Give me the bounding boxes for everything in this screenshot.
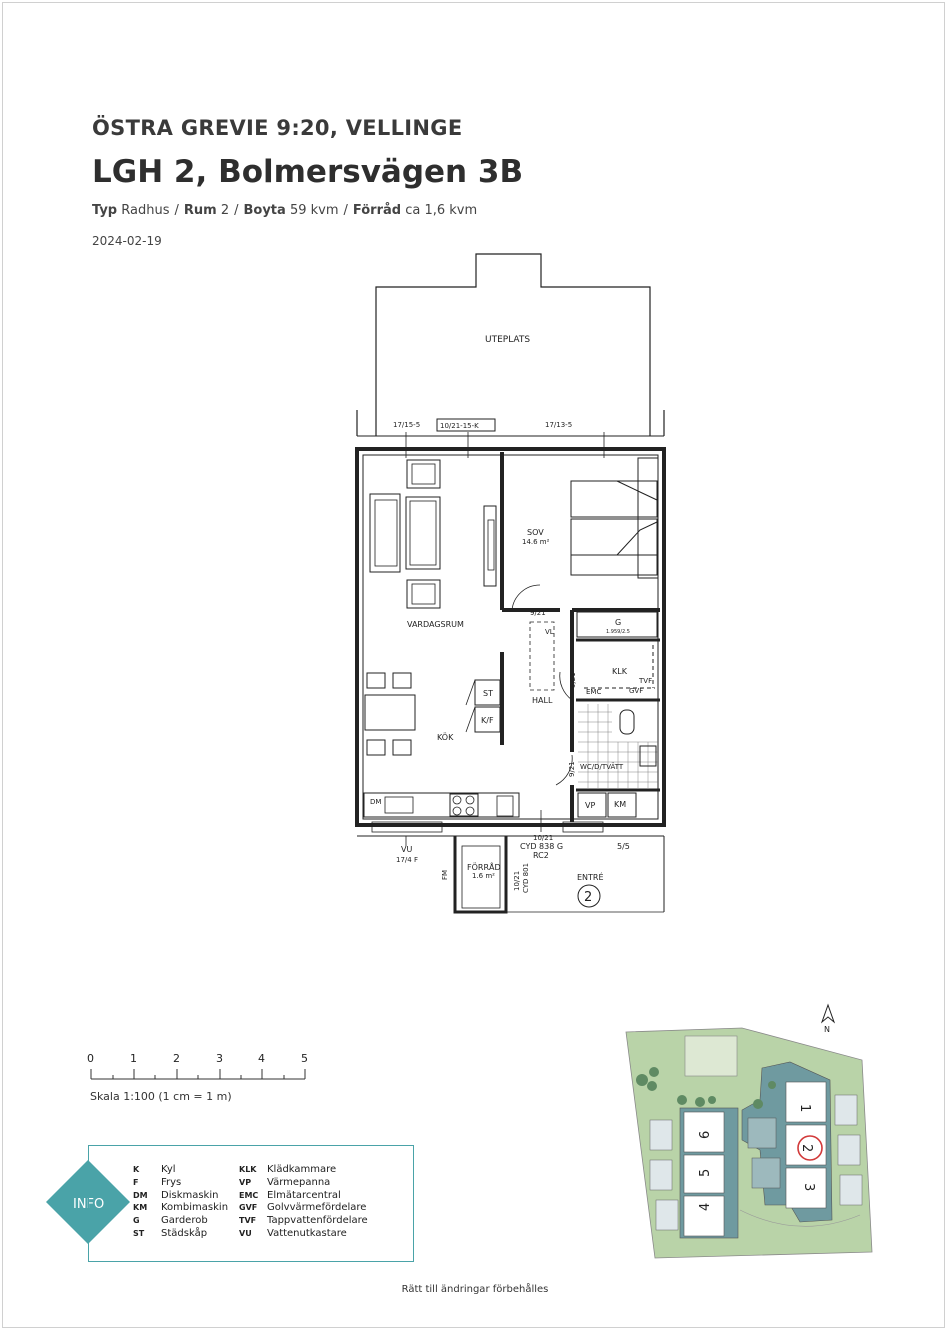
patio-outline — [376, 254, 650, 436]
legend-row — [133, 1228, 228, 1241]
legend-row — [133, 1215, 228, 1228]
scale-tick-1: 1 — [130, 1052, 137, 1065]
legend-value: Kombimaskin — [161, 1202, 229, 1214]
legend-value: Tappvattenfördelare — [267, 1215, 368, 1227]
apartment-specs: Typ Radhus / Rum 2 / Boyta 59 kvm / Förråd ca 1,6 kvm — [92, 203, 478, 218]
legend-value: Kyl — [161, 1164, 176, 1175]
spec-label-rooms: Rum — [183, 203, 217, 218]
legend-key: ST — [133, 1228, 145, 1238]
dining-table — [365, 695, 415, 730]
scale-bar — [91, 1069, 305, 1079]
label-vu: VU — [401, 845, 413, 854]
legend-value: Diskmaskin — [161, 1189, 219, 1201]
label-vp: VP — [585, 801, 596, 810]
legend-row — [239, 1177, 368, 1190]
legend-key: EMC — [239, 1190, 259, 1200]
label-forrad-door: 10/21 — [513, 870, 521, 891]
label-tvf: TVF — [639, 677, 653, 685]
legend-row — [239, 1202, 368, 1215]
legend-row — [133, 1190, 228, 1203]
label-g: G — [615, 618, 622, 627]
toilet — [620, 710, 634, 734]
legend-row — [239, 1190, 368, 1203]
legend-row — [133, 1202, 228, 1215]
label-kf: K/F — [481, 716, 494, 725]
legend-key: K — [133, 1165, 140, 1174]
site-plan — [626, 1028, 872, 1258]
bed-1 — [571, 481, 657, 517]
legend-row — [239, 1215, 368, 1228]
label-uteplats: UTEPLATS — [485, 335, 531, 345]
legend-key: VU — [239, 1228, 252, 1238]
legend-value: Klädkammare — [267, 1164, 337, 1175]
label-door-wc: 9/21 — [568, 761, 576, 777]
scale-tick-2: 2 — [173, 1052, 180, 1065]
legend-value: Golvvärmefördelare — [267, 1202, 367, 1214]
legend-value: Elmätarcentral — [267, 1189, 341, 1201]
label-front-door-1: 10/21 — [533, 834, 554, 842]
label-forrad: FÖRRÅD — [467, 863, 501, 872]
sofa — [370, 494, 400, 572]
building-5: 5 — [698, 1168, 713, 1177]
label-entre-no: 2 — [584, 890, 593, 905]
label-door-klk: 9/21 — [569, 672, 577, 688]
legend-key: DM — [133, 1190, 148, 1200]
label-fm: FM — [441, 869, 449, 880]
label-vl: VL — [545, 628, 554, 636]
plan-date: 2024-02-19 — [92, 234, 162, 248]
legend-key: F — [133, 1177, 139, 1187]
north-arrow-icon — [822, 1005, 834, 1022]
label-forrad-area: 1.6 m² — [472, 872, 495, 880]
label-wc: WC/D/TVÄTT — [580, 763, 624, 771]
legend-key: KM — [133, 1203, 148, 1213]
legend-value: Värmepanna — [267, 1176, 331, 1188]
project-name: ÖSTRA GREVIE 9:20, VELLINGE — [92, 116, 463, 140]
label-door-top-mid: 10/21-15-K — [440, 422, 479, 430]
building-3: 3 — [801, 1183, 816, 1192]
label-g-dim: 1.959/2.5 — [606, 629, 630, 635]
label-km: KM — [614, 800, 627, 809]
building-1: 1 — [797, 1104, 812, 1113]
building-2: 2 — [799, 1144, 814, 1153]
info-badge-label: INFO — [73, 1197, 105, 1212]
spec-label-type: Typ — [92, 203, 118, 218]
legend-right — [239, 1164, 368, 1241]
spec-value-area: 59 kvm — [289, 203, 339, 218]
label-vardagsrum: VARDAGSRUM — [407, 620, 464, 629]
legend-value: Garderob — [161, 1215, 208, 1227]
label-hall: HALL — [532, 696, 553, 705]
legend-value: Städskåp — [161, 1227, 208, 1239]
building-4: 4 — [698, 1202, 713, 1211]
spec-value-storage: ca 1,6 kvm — [405, 203, 478, 218]
north-label: N — [824, 1025, 830, 1034]
label-dm: DM — [370, 798, 382, 806]
label-forrad-door-2: CYD 801 — [522, 862, 530, 893]
label-kok: KÖK — [437, 733, 454, 742]
label-gvf: GVF — [629, 687, 644, 695]
legend-key: TVF — [239, 1216, 257, 1226]
legend-row — [133, 1164, 228, 1177]
spec-value-rooms: 2 — [220, 203, 230, 218]
bed-2 — [571, 519, 657, 555]
spec-label-area: Boyta — [243, 203, 286, 218]
label-door-top-left: 17/15-5 — [393, 421, 421, 429]
building-6: 6 — [698, 1130, 713, 1139]
label-emc: EMC — [586, 688, 602, 696]
label-st: ST — [483, 689, 493, 698]
label-door-top-right: 17/13-5 — [545, 421, 573, 429]
scale-tick-0: 0 — [87, 1052, 94, 1065]
footer-disclaimer: Rätt till ändringar förbehålles — [401, 1284, 549, 1295]
kitchen-counter — [364, 793, 519, 817]
legend-row — [239, 1228, 368, 1241]
legend-key: G — [133, 1216, 140, 1226]
spec-label-storage: Förråd — [352, 203, 402, 218]
legend-value: Frys — [161, 1176, 182, 1188]
label-sov: SOV — [527, 528, 544, 537]
label-side-door: 5/5 — [617, 842, 630, 851]
label-sov-area: 14.6 m² — [522, 538, 550, 546]
legend-key: KLK — [239, 1165, 257, 1174]
label-front-door-2: CYD 838 G — [520, 842, 564, 851]
scale-tick-5: 5 — [301, 1052, 308, 1065]
label-vu-dim: 17/4 F — [396, 856, 418, 864]
legend-left — [133, 1164, 228, 1241]
label-front-door-3: RC2 — [533, 851, 549, 860]
label-door-sov: 9/21 — [530, 609, 546, 617]
spec-value-type: Radhus — [121, 203, 170, 218]
legend-key: VP — [239, 1177, 252, 1187]
page-title: LGH 2, Bolmersvägen 3B — [92, 154, 524, 190]
label-entre: ENTRÉ — [577, 873, 604, 882]
coffee-table — [406, 497, 440, 569]
legend-value: Vattenutkastare — [267, 1227, 347, 1239]
scale-label: Skala 1:100 (1 cm = 1 m) — [90, 1090, 232, 1103]
legend-row — [239, 1164, 368, 1177]
legend-row — [133, 1177, 228, 1190]
label-klk: KLK — [612, 667, 627, 676]
legend-key: GVF — [239, 1203, 258, 1213]
scale-tick-3: 3 — [216, 1052, 223, 1065]
scale-tick-4: 4 — [258, 1052, 265, 1065]
